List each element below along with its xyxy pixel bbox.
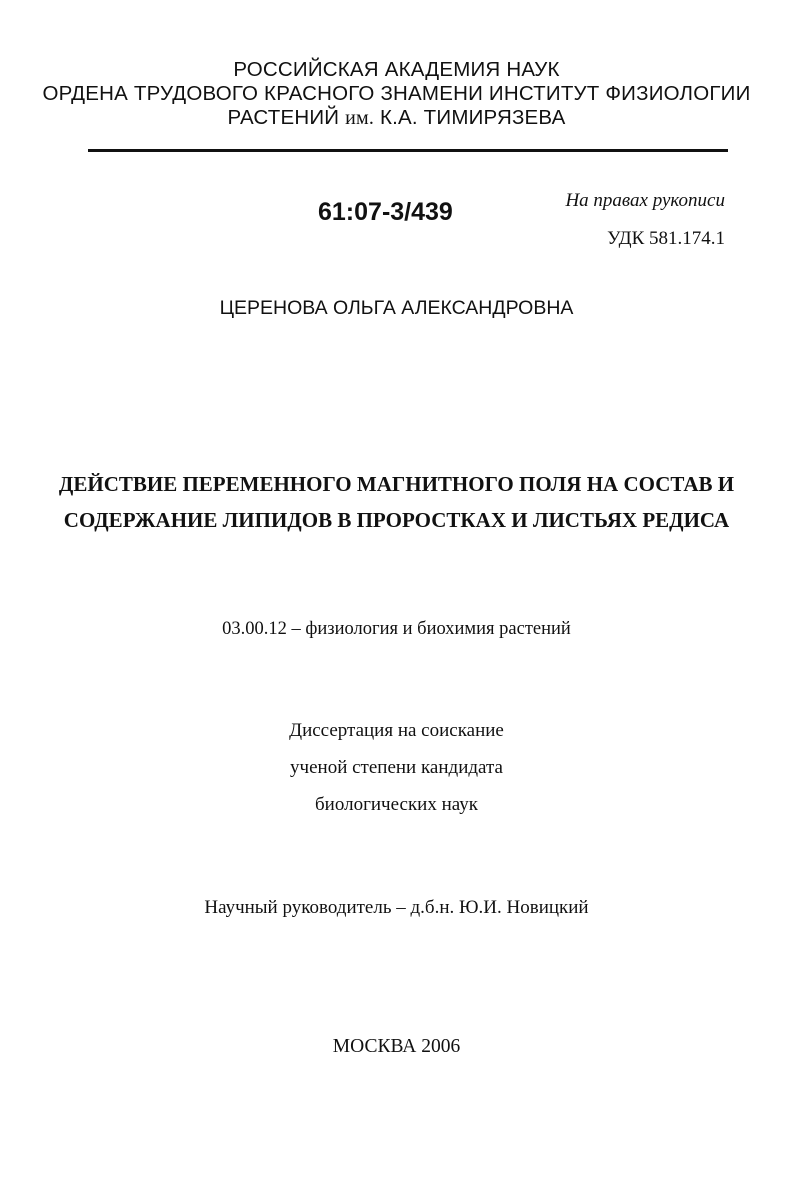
dissertation-line-1: Диссертация на соискание [289,720,504,741]
dissertation-line-3: биологических наук [315,794,478,815]
institution-line-3-im: им. [345,107,375,129]
institution-line-3 [0,106,793,130]
city-year: МОСКВА 2006 [332,1036,461,1057]
manuscript-rights: На правах рукописи [565,190,725,211]
thesis-title-line-2: СОДЕРЖАНИЕ ЛИПИДОВ В ПРОРОСТКАХ И ЛИСТЬЯХ РЕДИСА [63,508,730,532]
specialty: 03.00.12 – физиология и биохимия растений [222,619,571,639]
author-name: ЦЕРЕНОВА ОЛЬГА АЛЕКСАНДРОВНА [219,297,574,319]
institution-line-3-prefix: РАСТЕНИЙ [227,106,346,129]
scientific-supervisor: Научный руководитель – д.б.н. Ю.И. Новицкий [204,897,589,918]
header-divider [88,149,728,152]
institution-line-2: ОРДЕНА ТРУДОВОГО КРАСНОГО ЗНАМЕНИ ИНСТИТУТ ФИЗИОЛОГИИ [42,82,751,105]
udc-code: УДК 581.174.1 [607,228,725,249]
dissertation-line-2: ученой степени кандидата [290,757,503,778]
institution-line-3-suffix: К.А. ТИМИРЯЗЕВА [374,106,566,129]
institution-line-1: РОССИЙСКАЯ АКАДЕМИЯ НАУК [233,58,560,81]
thesis-title-line-1: ДЕЙСТВИЕ ПЕРЕМЕННОГО МАГНИТНОГО ПОЛЯ НА СОСТАВ И [58,472,735,496]
archive-code: 61:07-3/439 [318,198,453,226]
